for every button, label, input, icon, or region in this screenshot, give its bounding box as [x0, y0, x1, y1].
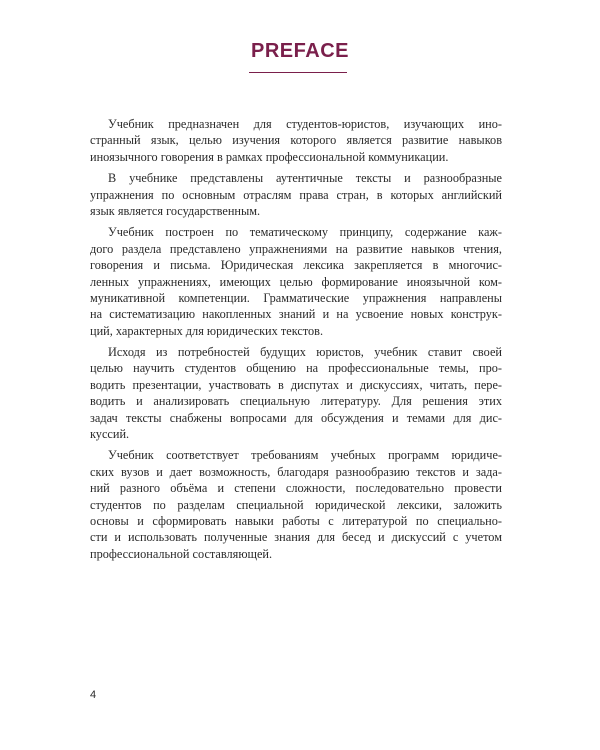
text-line: на систематизацию накопленных знаний и на усвоение новых конструк-	[90, 307, 502, 322]
text-line: Исходя из потребностей будущих юристов, учебник ставит своей	[108, 345, 502, 360]
text-line: профессиональной составляющей.	[90, 546, 273, 561]
text-line: Учебник построен по тематическому принципу, содержание каж-	[108, 225, 502, 240]
text-line: куссий.	[90, 427, 130, 442]
text-line: водить презентации, участвовать в диспутах и дискуссиях, читать, пере-	[90, 377, 502, 392]
paragraph	[90, 224, 502, 339]
paragraph	[90, 344, 502, 442]
text-line: целью научить студентов общению на профессиональные темы, про-	[90, 361, 502, 376]
text-line: сти и использовать полученные знания для бесед и дискуссий с учетом	[90, 530, 502, 545]
text-line: язык является государственным.	[90, 203, 261, 218]
page-title: PREFACE	[251, 40, 349, 62]
text-line: ций, характерных для юридических текстов.	[90, 323, 324, 338]
text-line: дого раздела представлено упражнениями на развитие навыков чтения,	[90, 241, 502, 256]
page-number: 4	[90, 689, 97, 701]
text-line: упражнения по основным отраслям права стран, в которых английский	[90, 187, 502, 202]
paragraph	[90, 170, 502, 219]
paragraph	[90, 447, 502, 562]
text-line: Учебник предназначен для студентов-юристов, изучающих ино-	[108, 117, 502, 131]
text-line: ний разного объёма и степени сложности, последовательно провести	[90, 481, 502, 496]
text-line: студентов по разделам специальной юридической лексики, заложить	[90, 497, 502, 512]
text-line: В учебнике представлены аутентичные тексты и разнообразные	[108, 171, 502, 186]
text-line: задач тексты снабжены вопросами для обсуждения и темами для дис-	[90, 410, 502, 425]
text-line: Учебник соответствует требованиям учебных программ юридиче-	[108, 448, 502, 463]
text-line: иноязычного говорения в рамках профессиональной коммуникации.	[90, 149, 449, 164]
paragraph	[90, 116, 502, 165]
text-line: ских вузов и дает возможность, благодаря разнообразию текстов и зада-	[90, 464, 502, 479]
preface-body	[90, 116, 502, 562]
text-line: водить и анализировать специальную литературу. Для решения этих	[90, 394, 502, 409]
text-line: говорения и письма. Юридическая лексика закрепляется в многочис-	[90, 258, 502, 273]
text-line: основы и сформировать навыки работы с литературой по специально-	[90, 513, 502, 528]
text-line: странный язык, целью изучения которого является развитие навыков	[90, 133, 502, 148]
text-line: муникативной компетенции. Грамматические упражнения направлены	[90, 290, 502, 305]
title-underline	[249, 72, 347, 73]
text-line: ленных упражнениях, имеющих целью формирование иноязычной ком-	[90, 274, 502, 289]
